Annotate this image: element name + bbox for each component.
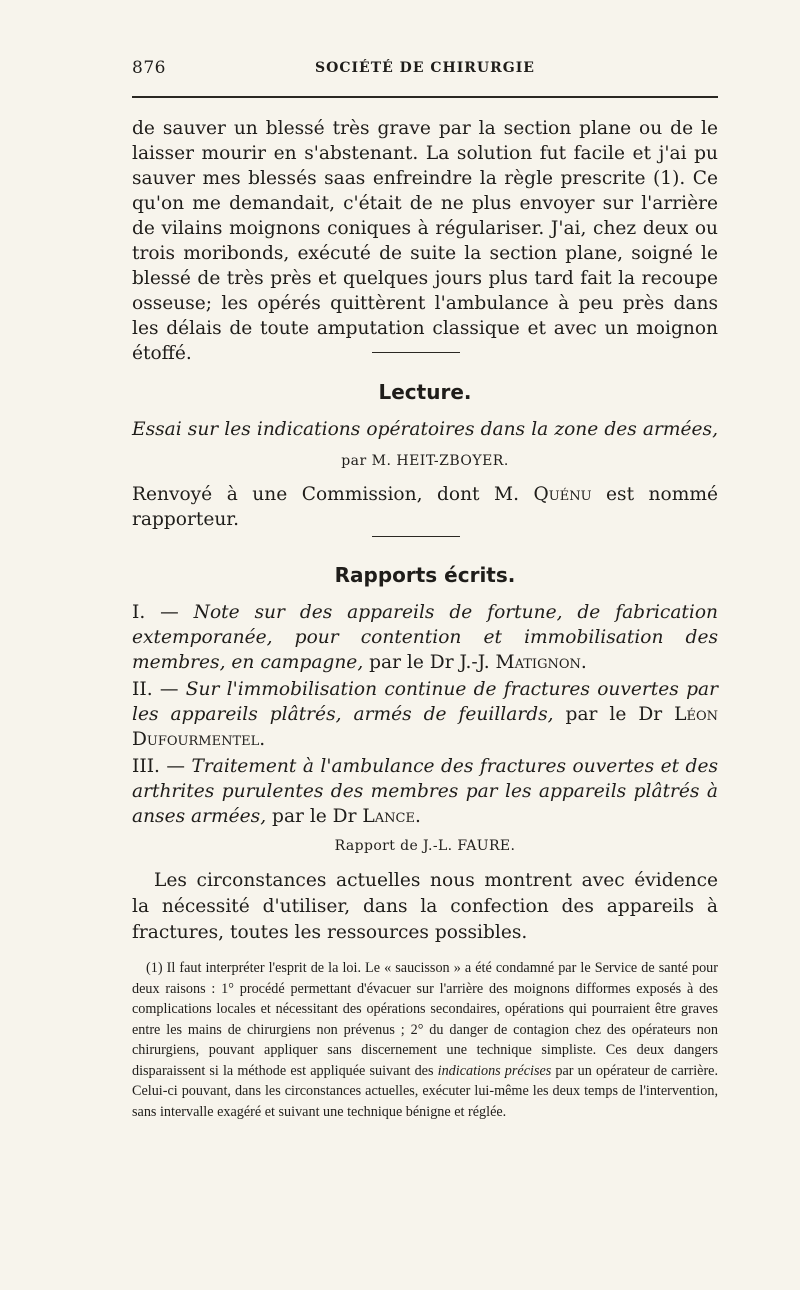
report-dash: — [159,756,192,777]
renvoye-paragraph [132,482,718,532]
page-number: 876 [132,58,166,78]
report-author: Léon Dufourmentel. [132,704,719,750]
essay-title: Essai sur les indications opératoires dans la zone des armées, [132,419,718,440]
report-item-3 [132,754,718,829]
rapports-heading: Rapports écrits. [334,563,516,587]
section-divider-2 [372,536,460,537]
report-dash: — [152,679,186,700]
report-title: Note sur des appareils de fortune, de fabrication extemporanée, pour contention et immobilisation des membres, en campagne, [132,602,718,673]
report-numeral: I. [132,602,146,623]
renvoye-name: Quénu [533,484,592,505]
lecture-heading: Lecture. [378,380,472,404]
report-numeral: III. [132,756,160,777]
header-rule [132,96,718,98]
report-author: Matignon. [495,652,587,673]
rapport-byline: Rapport de J.-L. FAURE. [334,838,516,854]
intro-paragraph: de sauver un blessé très grave par la section plane ou de le laisser mourir en s'abstenant. La solution fut facile et j'ai pu sauver mes blessés saas enfreindre la règle prescrite (1). Ce qu'on me demandait, c'était de ne plus envoyer sur l'arrière de vilains moignons coniques à régulariser. J'ai, chez deux ou trois moribonds, exécuté de suite la section plane, soigné le blessé de très près et quelques jours plus tard fait la recoupe osseuse; les opérés quittèrent l'ambulance à peu près dans les délais de toute amputation classique et avec un moignon étoffé. [132,118,718,364]
footnote-text-1: (1) Il faut interpréter l'esprit de la loi. Le « saucisson » a été condamné par le Service de santé pour deux raisons : 1° procédé permettant d'évacuer sur l'arrière des moignons difformes exposés à des complications locales et nécessitant des opérations secondaires, opérations qui pourraient être graves entre les mains de chirurgiens non prévenus ; 2° du danger de contagion chez des opérateurs non chirurgiens, pouvant appliquer sans discernement une technique simpliste. Ces deux dangers disparaissent si la méthode est appliquée suivant des [132,960,718,1079]
running-head: SOCIÉTÉ DE CHIRURGIE [315,60,535,76]
report-title: Sur l'immobilisation continue de fractures ouvertes par les appareils plâtrés, armés de feuillards, [132,679,718,725]
footnote-italic: indications précises [437,1062,552,1079]
footnote-text-2: par un opérateur de carrière. Celui-ci pouvant, dans les circonstances actuelles, exécuter lui-même les deux temps de l'intervention, sans intervalle exagéré et suivant une technique bénigne et réglée. [132,1062,719,1120]
report-item-2 [132,677,718,752]
renvoye-suffix: est nommé rapporteur. [132,484,718,530]
rapport-paragraph: Les circonstances actuelles nous montrent avec évidence la nécessité d'utiliser, dans la confection des appareils à fractures, toutes les ressources possibles. [132,870,718,943]
report-title: Traitement à l'ambulance des fractures ouvertes et des arthrites purulentes des membres par les appareils plâtrés à anses armées, [132,756,718,827]
footnote [132,958,718,1122]
essay-byline: par M. HEIT-ZBOYER. [341,453,509,469]
section-divider [372,352,460,353]
report-list [132,600,718,831]
report-dash: — [145,602,194,623]
report-item-1 [132,600,718,675]
report-numeral: II. [132,679,153,700]
report-by: par le Dr [553,704,675,725]
renvoye-prefix: Renvoyé à une Commission, dont M. [132,484,534,505]
report-author: Lance. [362,806,421,827]
report-by: par le Dr [266,806,363,827]
report-by: par le Dr J.-J. [363,652,496,673]
page-header [132,58,718,86]
